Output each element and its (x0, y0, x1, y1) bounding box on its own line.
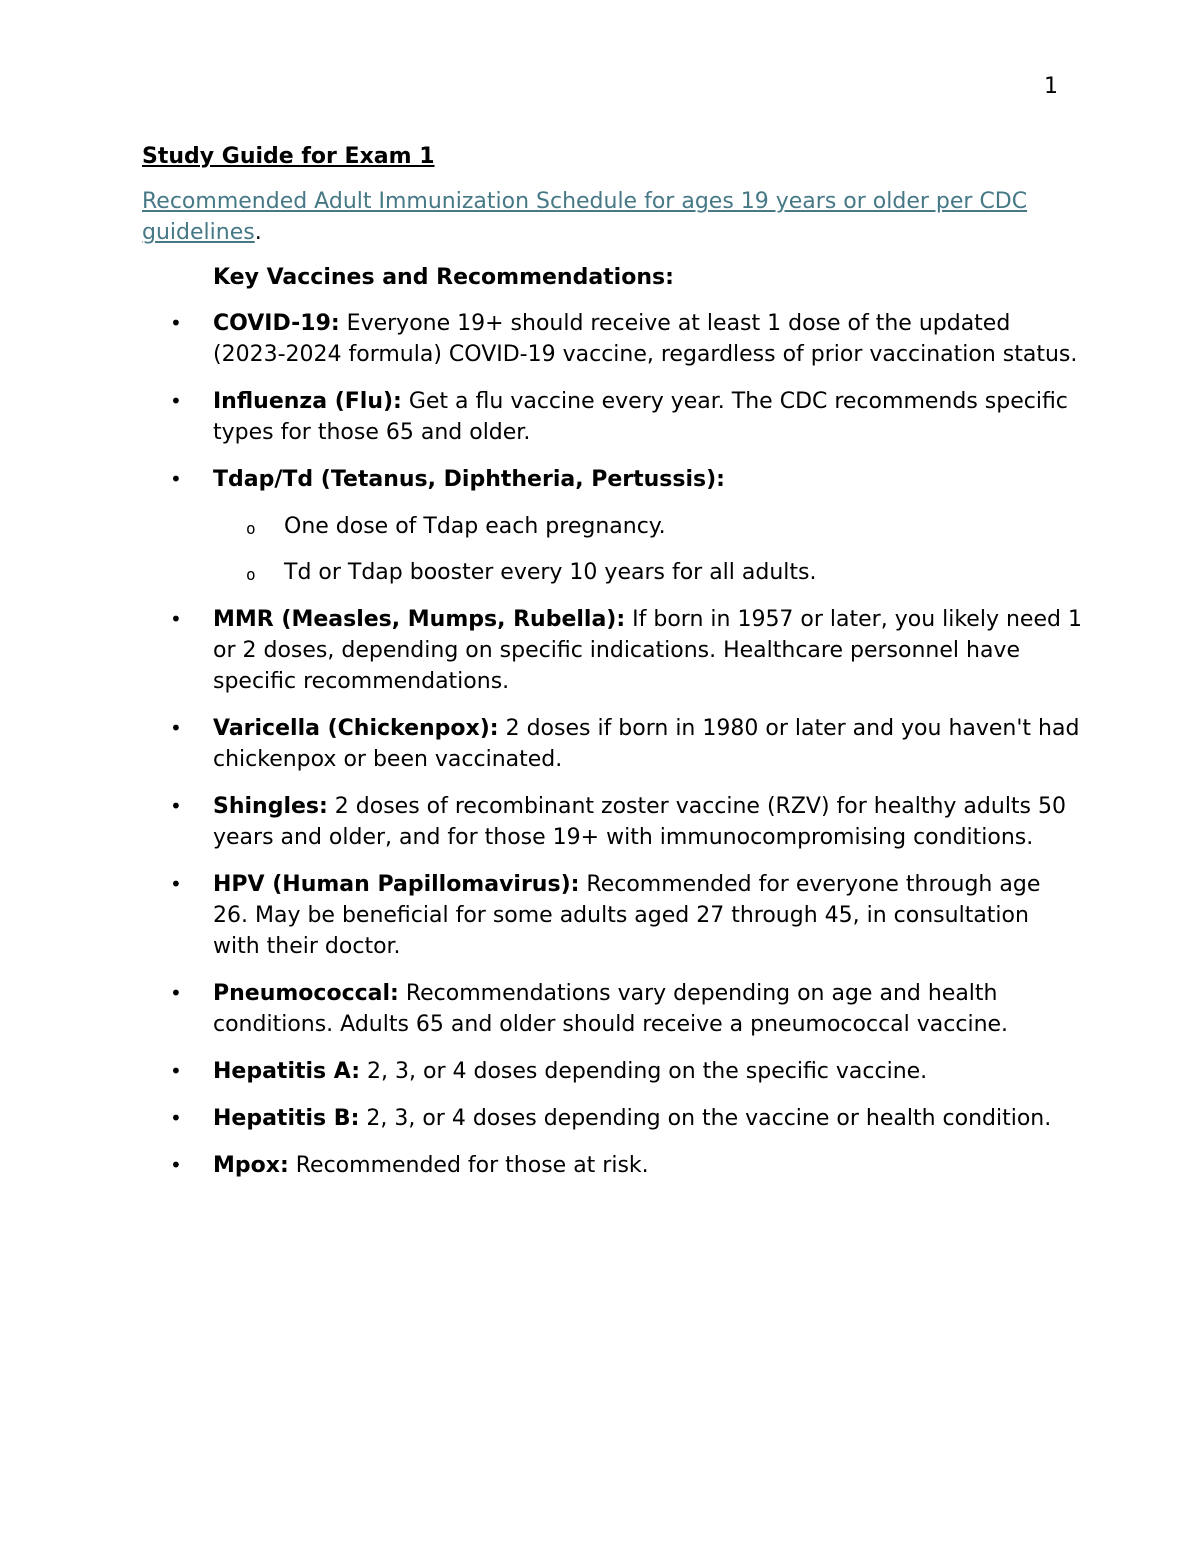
vaccine-text: Recommended for everyone through age 26. May be beneficial for some adults aged 27 through 45, in consultation with their doctor. (213, 872, 1041, 959)
bullet-icon: • (170, 607, 182, 631)
bullet-icon: • (170, 981, 182, 1005)
vaccine-text: 2 doses if born in 1980 or later and you haven't had chickenpox or been vaccinated. (213, 716, 1080, 772)
list-item-mpox (142, 1150, 1082, 1181)
bullet-icon: • (170, 872, 182, 896)
bullet-icon: • (170, 794, 182, 818)
vaccine-label: Hepatitis A: (213, 1059, 361, 1084)
cdc-schedule-link[interactable]: Recommended Adult Immunization Schedule for ages 19 years or older per CDC guidelines (142, 189, 1028, 245)
vaccine-label: Mpox: (213, 1153, 289, 1178)
vaccine-label: Varicella (Chickenpox): (213, 716, 499, 741)
tdap-sub-list (213, 511, 1082, 588)
vaccine-label: Pneumococcal: (213, 981, 399, 1006)
circle-bullet-icon: o (246, 565, 256, 584)
sub-item-text: One dose of Tdap each pregnancy. (284, 514, 666, 539)
list-item-tdap (142, 464, 1082, 588)
page-title: Study Guide for Exam 1 (142, 144, 435, 169)
vaccine-label: Hepatitis B: (213, 1106, 360, 1131)
vaccine-label: COVID-19: (213, 311, 340, 336)
bullet-icon: • (170, 716, 182, 740)
list-item-pneumococcal (142, 978, 1082, 1040)
bullet-icon: • (170, 1106, 182, 1130)
sub-list-item (213, 557, 1082, 588)
vaccine-text: If born in 1957 or later, you likely need 1 or 2 doses, depending on specific indications. Healthcare personnel have specific recommendations. (213, 607, 1082, 694)
bullet-icon: • (170, 389, 182, 413)
list-item-hepatitis-b (142, 1103, 1082, 1134)
intro-trailing: . (254, 220, 262, 245)
vaccine-text: 2, 3, or 4 doses depending on the vaccine or health condition. (359, 1106, 1052, 1131)
list-item-influenza (142, 386, 1082, 448)
vaccine-text: Recommendations vary depending on age and health conditions. Adults 65 and older should receive a pneumococcal vaccine. (213, 981, 1009, 1037)
list-item-varicella (142, 713, 1082, 775)
bullet-icon: • (170, 311, 182, 335)
circle-bullet-icon: o (246, 519, 256, 538)
section-heading: Key Vaccines and Recommendations: (213, 265, 674, 290)
sub-item-text: Td or Tdap booster every 10 years for all adults. (284, 560, 817, 585)
intro-paragraph (142, 186, 1047, 248)
vaccine-label: HPV (Human Papillomavirus): (213, 872, 580, 897)
vaccine-list (142, 308, 1082, 1181)
bullet-icon: • (170, 467, 182, 491)
vaccine-text: Everyone 19+ should receive at least 1 dose of the updated (2023-2024 formula) COVID-19 vaccine, regardless of prior vaccination status. (213, 311, 1078, 367)
vaccine-text: Recommended for those at risk. (288, 1153, 649, 1178)
sub-list-item (213, 511, 1082, 542)
list-item-hpv (142, 869, 1082, 962)
document-body (142, 141, 1082, 1197)
vaccine-label: MMR (Measles, Mumps, Rubella): (213, 607, 626, 632)
vaccine-label: Tdap/Td (Tetanus, Diphtheria, Pertussis): (213, 467, 725, 492)
vaccine-label: Shingles: (213, 794, 328, 819)
bullet-icon: • (170, 1059, 182, 1083)
vaccine-text: 2 doses of recombinant zoster vaccine (RZV) for healthy adults 50 years and older, and for those 19+ with immunocompromising conditions. (213, 794, 1067, 850)
list-item-shingles (142, 791, 1082, 853)
bullet-icon: • (170, 1153, 182, 1177)
list-item-covid-19 (142, 308, 1082, 370)
vaccine-label: Influenza (Flu): (213, 389, 402, 414)
vaccine-text: 2, 3, or 4 doses depending on the specific vaccine. (360, 1059, 928, 1084)
vaccine-text: Get a flu vaccine every year. The CDC recommends specific types for those 65 and older. (213, 389, 1068, 445)
page-number: 1 (1044, 74, 1058, 99)
list-item-hepatitis-a (142, 1056, 1082, 1087)
list-item-mmr (142, 604, 1082, 697)
